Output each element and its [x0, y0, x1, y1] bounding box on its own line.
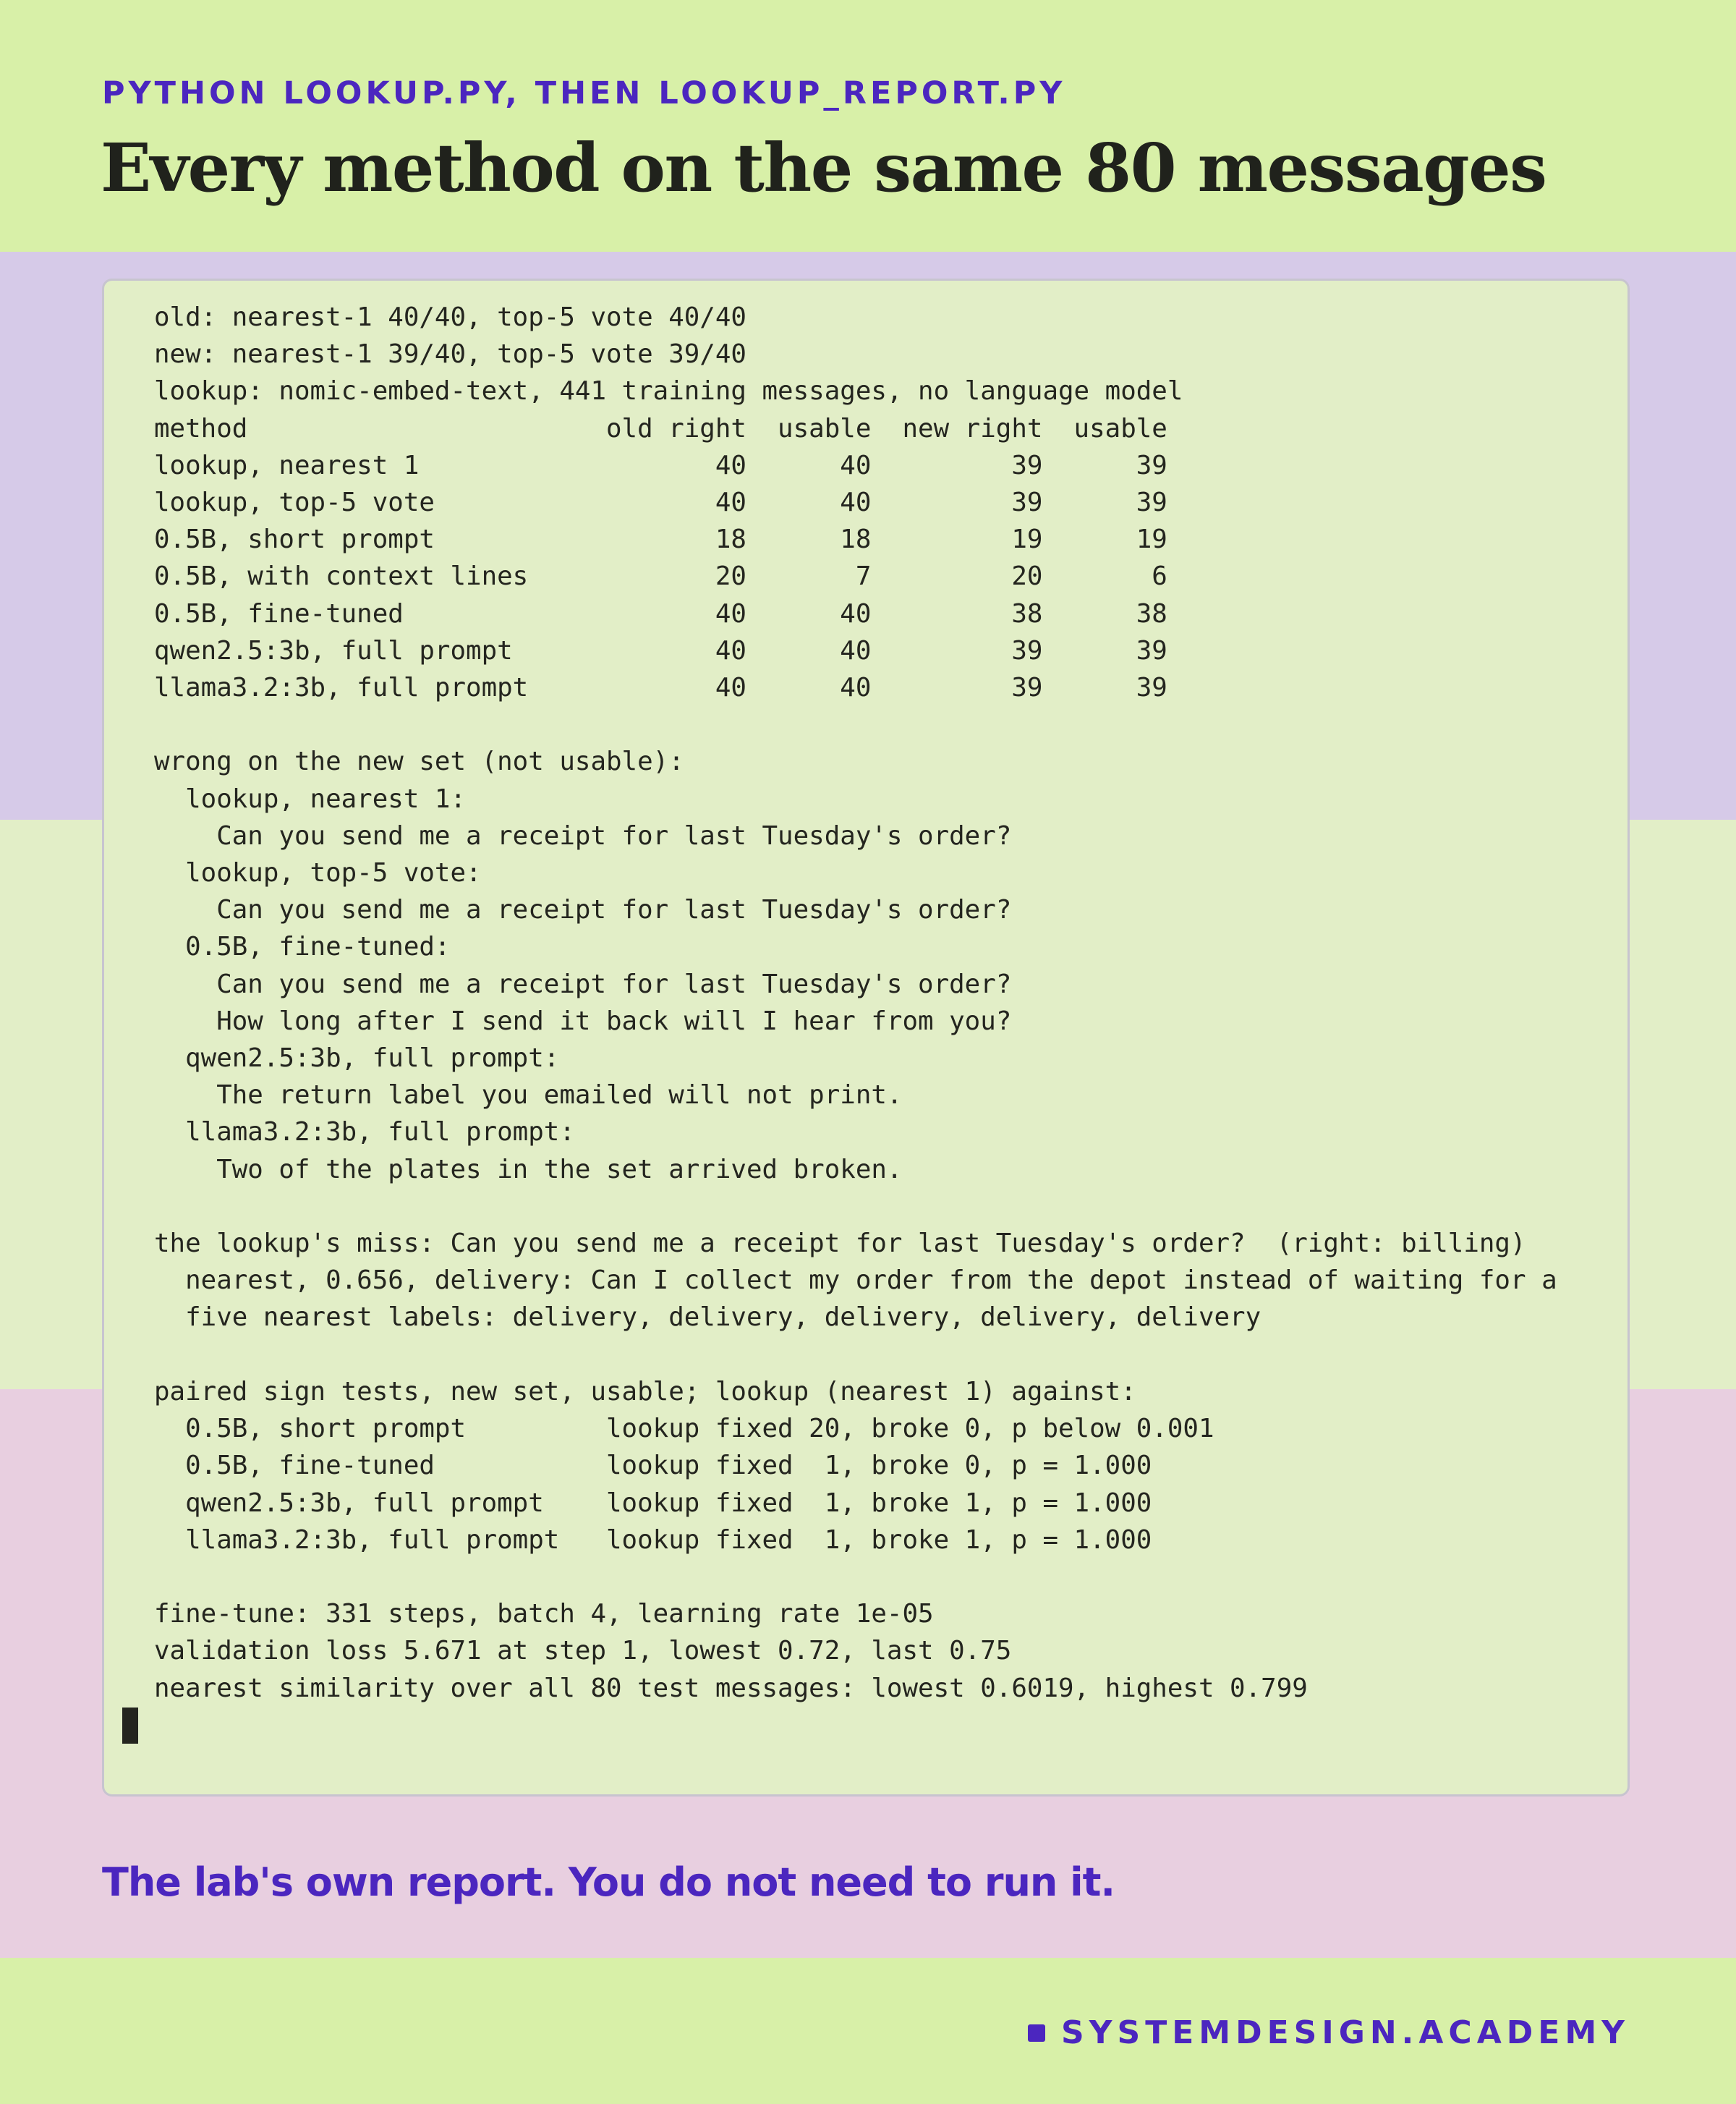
- terminal-line: old: nearest-1 40/40, top-5 vote 40/40: [154, 302, 746, 332]
- terminal-line: The return label you emailed will not print.: [154, 1080, 903, 1111]
- terminal-line: 0.5B, short prompt lookup fixed 20, broke 0, p below 0.001: [154, 1414, 1214, 1444]
- terminal-line: llama3.2:3b, full prompt 40 40 39 39: [154, 673, 1167, 703]
- caption: The lab's own report. You do not need to run it.: [102, 1859, 1115, 1905]
- terminal-line: [154, 706, 1557, 743]
- terminal-line: llama3.2:3b, full prompt:: [154, 1117, 575, 1148]
- terminal-line: five nearest labels: delivery, delivery, delivery, delivery, delivery: [154, 1302, 1261, 1333]
- terminal-window[interactable]: [102, 279, 1630, 1797]
- terminal-line: 0.5B, fine-tuned 40 40 38 38: [154, 598, 1167, 629]
- terminal-line: new: nearest-1 39/40, top-5 vote 39/40: [154, 339, 746, 370]
- terminal-line: 0.5B, short prompt 18 18 19 19: [154, 525, 1167, 555]
- terminal-line: lookup, nearest 1:: [154, 784, 467, 814]
- page-title: Every method on the same 80 messages: [101, 129, 1546, 207]
- terminal-line: lookup, top-5 vote 40 40 39 39: [154, 488, 1167, 518]
- terminal-line: qwen2.5:3b, full prompt 40 40 39 39: [154, 635, 1167, 666]
- terminal-line: [154, 1558, 1557, 1595]
- terminal-line: [154, 1188, 1557, 1225]
- terminal-line: Can you send me a receipt for last Tuesday's order?: [154, 895, 1012, 925]
- terminal-line: llama3.2:3b, full prompt lookup fixed 1, broke 1, p = 1.000: [154, 1524, 1152, 1555]
- terminal-line: 0.5B, fine-tuned lookup fixed 1, broke 0, p = 1.000: [154, 1451, 1152, 1481]
- terminal-line: fine-tune: 331 steps, batch 4, learning rate 1e-05: [154, 1599, 934, 1629]
- terminal-line: validation loss 5.671 at step 1, lowest 0.72, last 0.75: [154, 1636, 1012, 1666]
- terminal-line: the lookup's miss: Can you send me a receipt for last Tuesday's order? (right: billing): [154, 1229, 1526, 1259]
- brand-label: SYSTEMDESIGN.ACADEMY: [1060, 2014, 1630, 2051]
- terminal-line: lookup, top-5 vote:: [154, 858, 482, 888]
- terminal-line: How long after I send it back will I hear from you?: [154, 1006, 1012, 1036]
- terminal-line: qwen2.5:3b, full prompt:: [154, 1043, 560, 1074]
- terminal-line: nearest, 0.656, delivery: Can I collect my order from the depot instead of waiting for a: [154, 1265, 1557, 1296]
- command-kicker: PYTHON LOOKUP.PY, THEN LOOKUP_REPORT.PY: [102, 75, 1066, 111]
- terminal-line: wrong on the new set (not usable):: [154, 747, 684, 777]
- terminal-line: Can you send me a receipt for last Tuesday's order?: [154, 820, 1012, 851]
- brand-square-icon: [1028, 2024, 1045, 2042]
- terminal-line: 0.5B, with context lines 20 7 20 6: [154, 561, 1167, 592]
- terminal-cursor: [122, 1708, 138, 1744]
- terminal-line: 0.5B, fine-tuned:: [154, 932, 451, 962]
- terminal-line: paired sign tests, new set, usable; lookup (nearest 1) against:: [154, 1376, 1136, 1407]
- terminal-line: Can you send me a receipt for last Tuesday's order?: [154, 969, 1012, 999]
- brand-link[interactable]: [1028, 2014, 1630, 2051]
- terminal-line: qwen2.5:3b, full prompt lookup fixed 1, broke 1, p = 1.000: [154, 1488, 1152, 1518]
- terminal-line: [154, 1336, 1557, 1373]
- terminal-output: [154, 299, 1557, 1707]
- terminal-line: lookup, nearest 1 40 40 39 39: [154, 450, 1167, 480]
- terminal-line: lookup: nomic-embed-text, 441 training messages, no language model: [154, 376, 1183, 407]
- header-band: [0, 0, 1736, 252]
- terminal-line: method old right usable new right usable: [154, 413, 1167, 444]
- terminal-line: nearest similarity over all 80 test messages: lowest 0.6019, highest 0.799: [154, 1673, 1308, 1703]
- terminal-line: Two of the plates in the set arrived broken.: [154, 1154, 903, 1184]
